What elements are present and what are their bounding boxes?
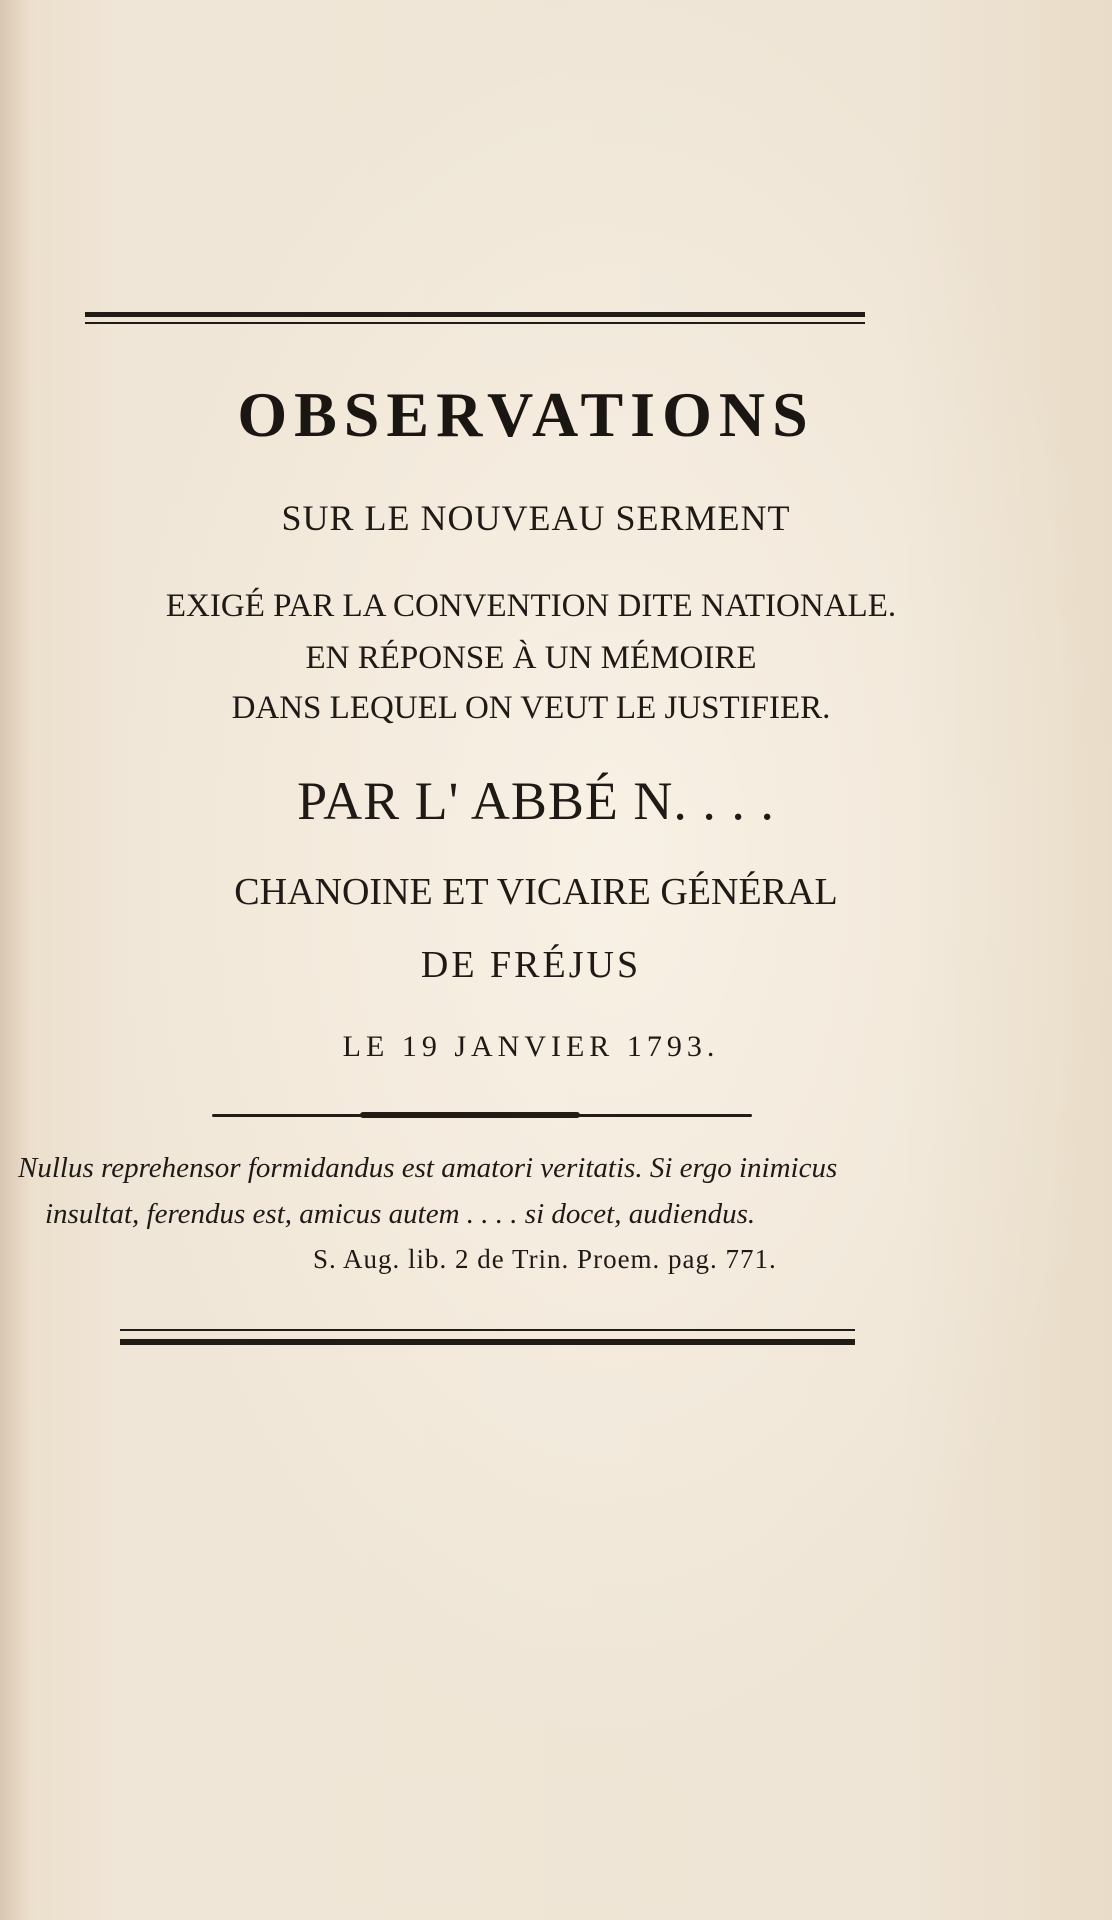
top-rule-thin xyxy=(85,322,865,324)
bottom-rule-thin xyxy=(120,1329,855,1331)
epigraph-line-1: Nullus reprehensor formidandus est amatori veritatis. Si ergo inimicus xyxy=(18,1152,838,1184)
subtitle-line-3: EN RÉPONSE À UN MÉMOIRE xyxy=(305,640,757,676)
author-role-line-1: CHANOINE ET VICAIRE GÉNÉRAL xyxy=(234,871,838,913)
author-line: PAR L' ABBÉ N. . . . xyxy=(297,771,775,831)
top-rule-thick xyxy=(85,312,865,317)
subtitle-line-1: SUR LE NOUVEAU SERMENT xyxy=(281,498,791,538)
bottom-rule-thick xyxy=(120,1339,855,1345)
middle-rule-swell xyxy=(360,1112,580,1118)
epigraph-line-2: insultat, ferendus est, amicus autem . . . . si docet, audiendus. xyxy=(45,1198,756,1230)
subtitle-line-4: DANS LEQUEL ON VEUT LE JUSTIFIER. xyxy=(231,690,831,726)
page-title: OBSERVATIONS xyxy=(237,379,815,450)
subtitle-line-2: EXIGÉ PAR LA CONVENTION DITE NATIONALE. xyxy=(165,588,897,624)
epigraph-citation: S. Aug. lib. 2 de Trin. Proem. pag. 771. xyxy=(313,1244,777,1274)
author-role-line-2: DE FRÉJUS xyxy=(420,944,642,986)
publication-date: LE 19 JANVIER 1793. xyxy=(342,1030,720,1063)
